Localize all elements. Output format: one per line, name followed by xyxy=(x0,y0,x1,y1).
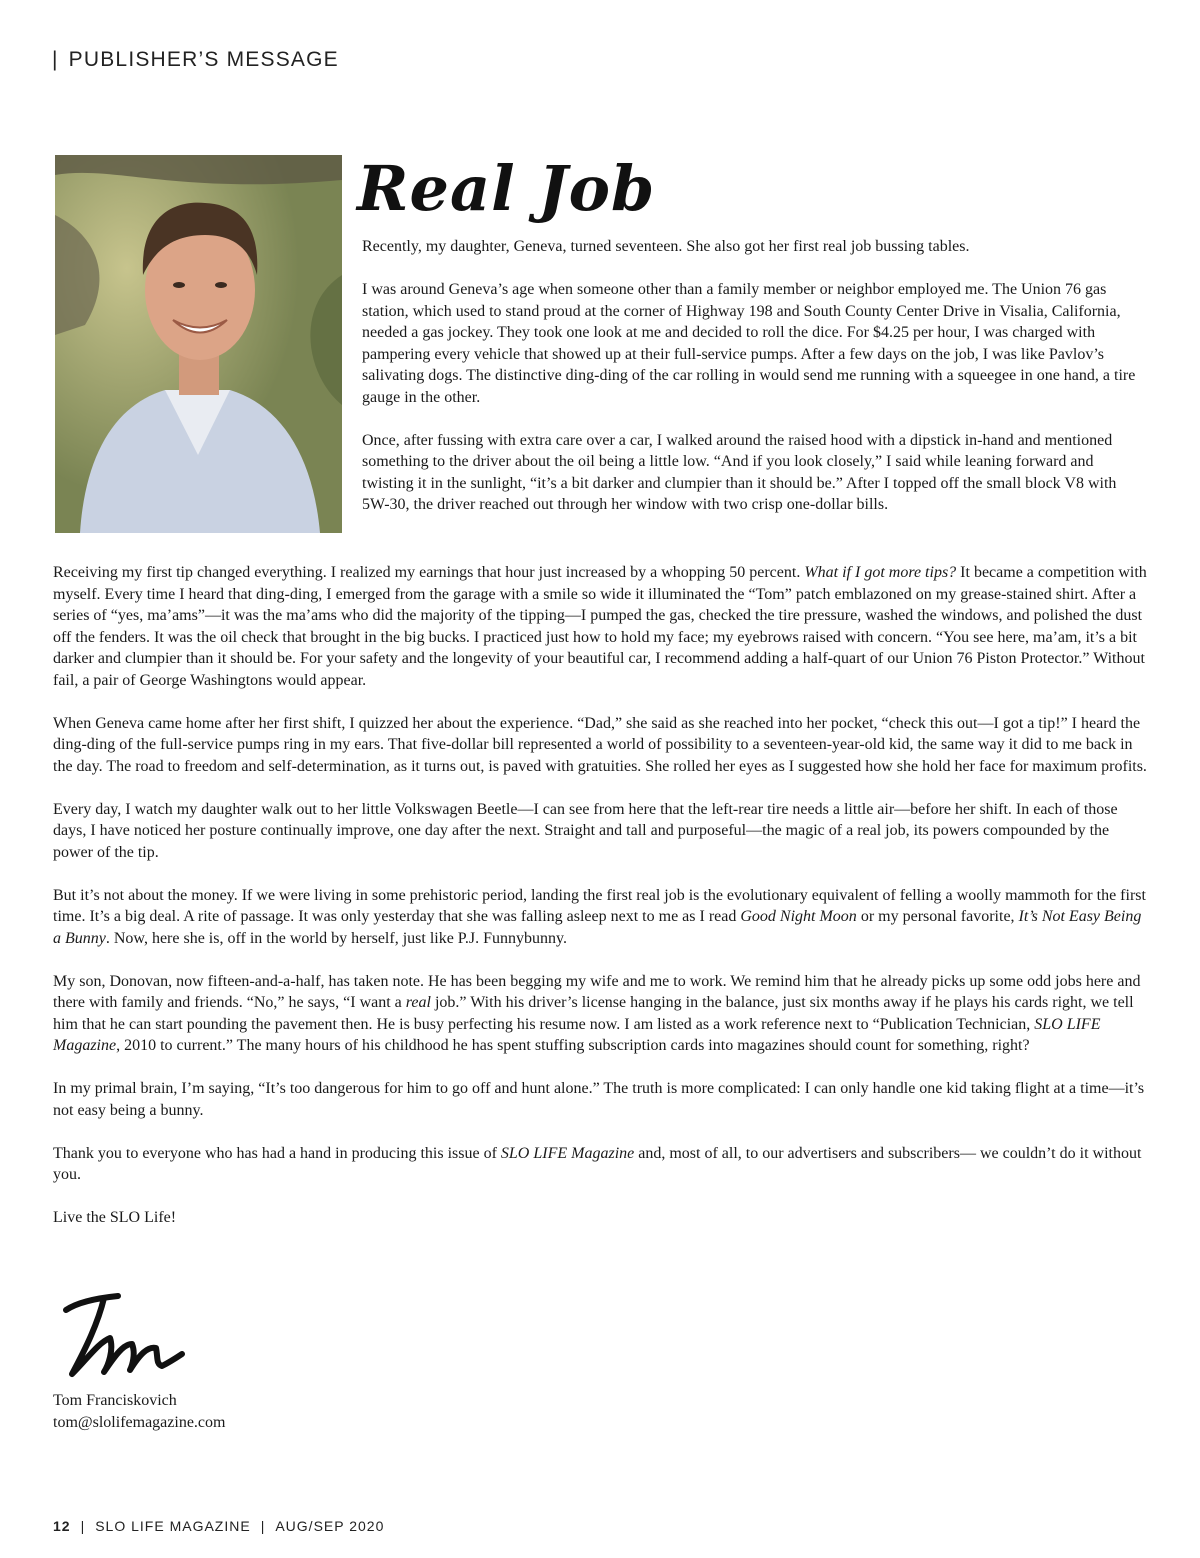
italic-text: What if I got more tips? xyxy=(804,564,957,581)
magazine-name: SLO LIFE Magazine xyxy=(53,1015,1101,1054)
paragraph-3: Once, after fussing with extra care over a car, I walked around the raised hood with a dipstick in-hand and mentioned something to the driver about the oil being a little low. “And if you look closely,” I said while leaning forward and twisting it in the sunlight, “it’s a bit darker and clumpier than it should be.” After I topped off the small block V8 with 5W-30, the driver reached out through her window with two crisp one-dollar bills. xyxy=(362,431,1117,513)
text-run: My son, Donovan, now fifteen-and-a-half, has taken note. He has been begging my wife and me to work. We remind him that he already picks up some odd jobs here and there with family and friends. “No,” he says, “I want a xyxy=(53,972,1141,1011)
signature xyxy=(58,1288,198,1384)
text-run: job.” With his driver’s license hanging in the balance, just six months away if he plays his cards right, we tell him that he can start pounding the pavement then. He is busy perfecting his resume now. I am listed as a work reference next to “Publication Technician, xyxy=(53,994,1134,1033)
text-run: Receiving my first tip changed everything. I realized my earnings that hour just increased by a whopping 50 percent. xyxy=(53,564,805,581)
paragraph-9: In my primal brain, I’m saying, “It’s too dangerous for him to go off and hunt alone.” The truth is more complicated: I can only handle one kid taking flight at a time—it’s not easy being a bunny. xyxy=(53,1080,1145,1119)
paragraph-7 xyxy=(53,885,1147,950)
header-divider: | xyxy=(52,48,59,71)
paragraph-1: Recently, my daughter, Geneva, turned seventeen. She also got her first real job bussing tables. xyxy=(362,238,970,255)
author-email[interactable]: tom@slolifemagazine.com xyxy=(53,1413,226,1431)
author-signoff xyxy=(53,1390,225,1433)
italic-text: real xyxy=(405,994,431,1011)
author-photo xyxy=(55,155,342,533)
page-number: 12 xyxy=(53,1518,71,1534)
book-title: Good Night Moon xyxy=(740,908,857,925)
footer-divider: | xyxy=(260,1518,266,1534)
text-run: , 2010 to current.” The many hours of his childhood he has spent stuffing subscription cards into magazines should count for something, right? xyxy=(116,1037,1030,1054)
text-run: or my personal favorite, xyxy=(856,908,1019,925)
closing-line: Live the SLO Life! xyxy=(53,1209,177,1226)
issue-date: AUG/SEP 2020 xyxy=(275,1518,385,1534)
book-title: It’s Not Easy Being a Bunny xyxy=(53,908,1142,947)
paragraph-8 xyxy=(53,971,1147,1057)
paragraph-6: Every day, I watch my daughter walk out to her little Volkswagen Beetle—I can see from here that the left-rear tire needs a little air—before her shift. In each of those days, I have noticed her posture continually improve, one day after the next. Straight and tall and purposeful—the magic of a real job, its powers compounded by the power of the tip. xyxy=(53,800,1118,861)
paragraph-2: I was around Geneva’s age when someone other than a family member or neighbor employed me. The Union 76 gas station, which used to stand proud at the corner of Highway 198 and South County Center Drive in Visalia, California, needed a gas jockey. They took one look at me and decided to roll the dice. For $4.25 per hour, I was charged with pampering every vehicle that showed up at their full-service pumps. After a few days on the job, I was like Pavlov’s salivating dogs. The distinctive ding-ding of the car rolling in would send me running with a squeegee in one hand, a tire gauge in the other. xyxy=(362,281,1136,406)
article-body xyxy=(53,562,1147,1250)
author-name: Tom Franciskovich xyxy=(53,1392,177,1409)
paragraph-5: When Geneva came home after her first shift, I quizzed her about the experience. “Dad,” she said as she reached into her pocket, “check this out—I got a tip!” I heard the ding-ding of the full-service pumps ring in my ears. That five-dollar bill represented a world of possibility to a seventeen-year-old kid, the same way it did to me back in the day. The road to freedom and self-determination, as it turns out, is paved with gratuities. She rolled her eyes as I suggested how she hold her face for maximum profits. xyxy=(53,714,1147,775)
publication-name: SLO LIFE MAGAZINE xyxy=(95,1518,251,1534)
article-intro xyxy=(362,236,1146,537)
footer-divider: | xyxy=(80,1518,86,1534)
paragraph-10 xyxy=(53,1143,1147,1186)
author-portrait-image xyxy=(55,155,342,533)
section-label: PUBLISHER’S MESSAGE xyxy=(68,48,339,71)
text-run: and, most of all, to our advertisers and subscribers— we couldn’t do it without you. xyxy=(53,1144,1142,1183)
magazine-name: SLO LIFE Magazine xyxy=(500,1144,635,1162)
signature-graphic xyxy=(58,1288,198,1384)
text-run: But it’s not about the money. If we were living in some prehistoric period, landing the first real job is the evolutionary equivalent of felling a woolly mammoth for the first time. It’s a big deal. A rite of passage. It was only yesterday that she was falling asleep next to me as I read xyxy=(53,886,1146,925)
article-title: Real Job xyxy=(357,152,656,225)
text-run: It became a competition with myself. Every time I heard that ding-ding, I emerged from the garage with a smile so wide it illuminated the “Tom” patch emblazoned on my grease-stained shirt. After a series of “yes, ma’ams”—it was the ma’ams who did the majority of the tipping—I pumped the gas, checked the tire pressure, washed the windows, and polished the dust off the fenders. It was the oil check that brought in the big bucks. I practiced just how to hold my face; my eyebrows raised with concern. “You see here, ma’am, it’s a bit darker and clumpier than it should be. For your safety and the longevity of your beautiful car, I recommend adding a half-quart of our Union 76 Piston Protector.” Without fail, a pair of George Washingtons would appear. xyxy=(53,564,1147,689)
text-run: . Now, here she is, off in the world by herself, just like P.J. Funnybunny. xyxy=(105,929,568,947)
paragraph-4 xyxy=(53,562,1147,691)
text-run: Thank you to everyone who has had a hand in producing this issue of xyxy=(53,1144,501,1162)
page-footer xyxy=(53,1518,384,1534)
section-header xyxy=(52,48,339,72)
